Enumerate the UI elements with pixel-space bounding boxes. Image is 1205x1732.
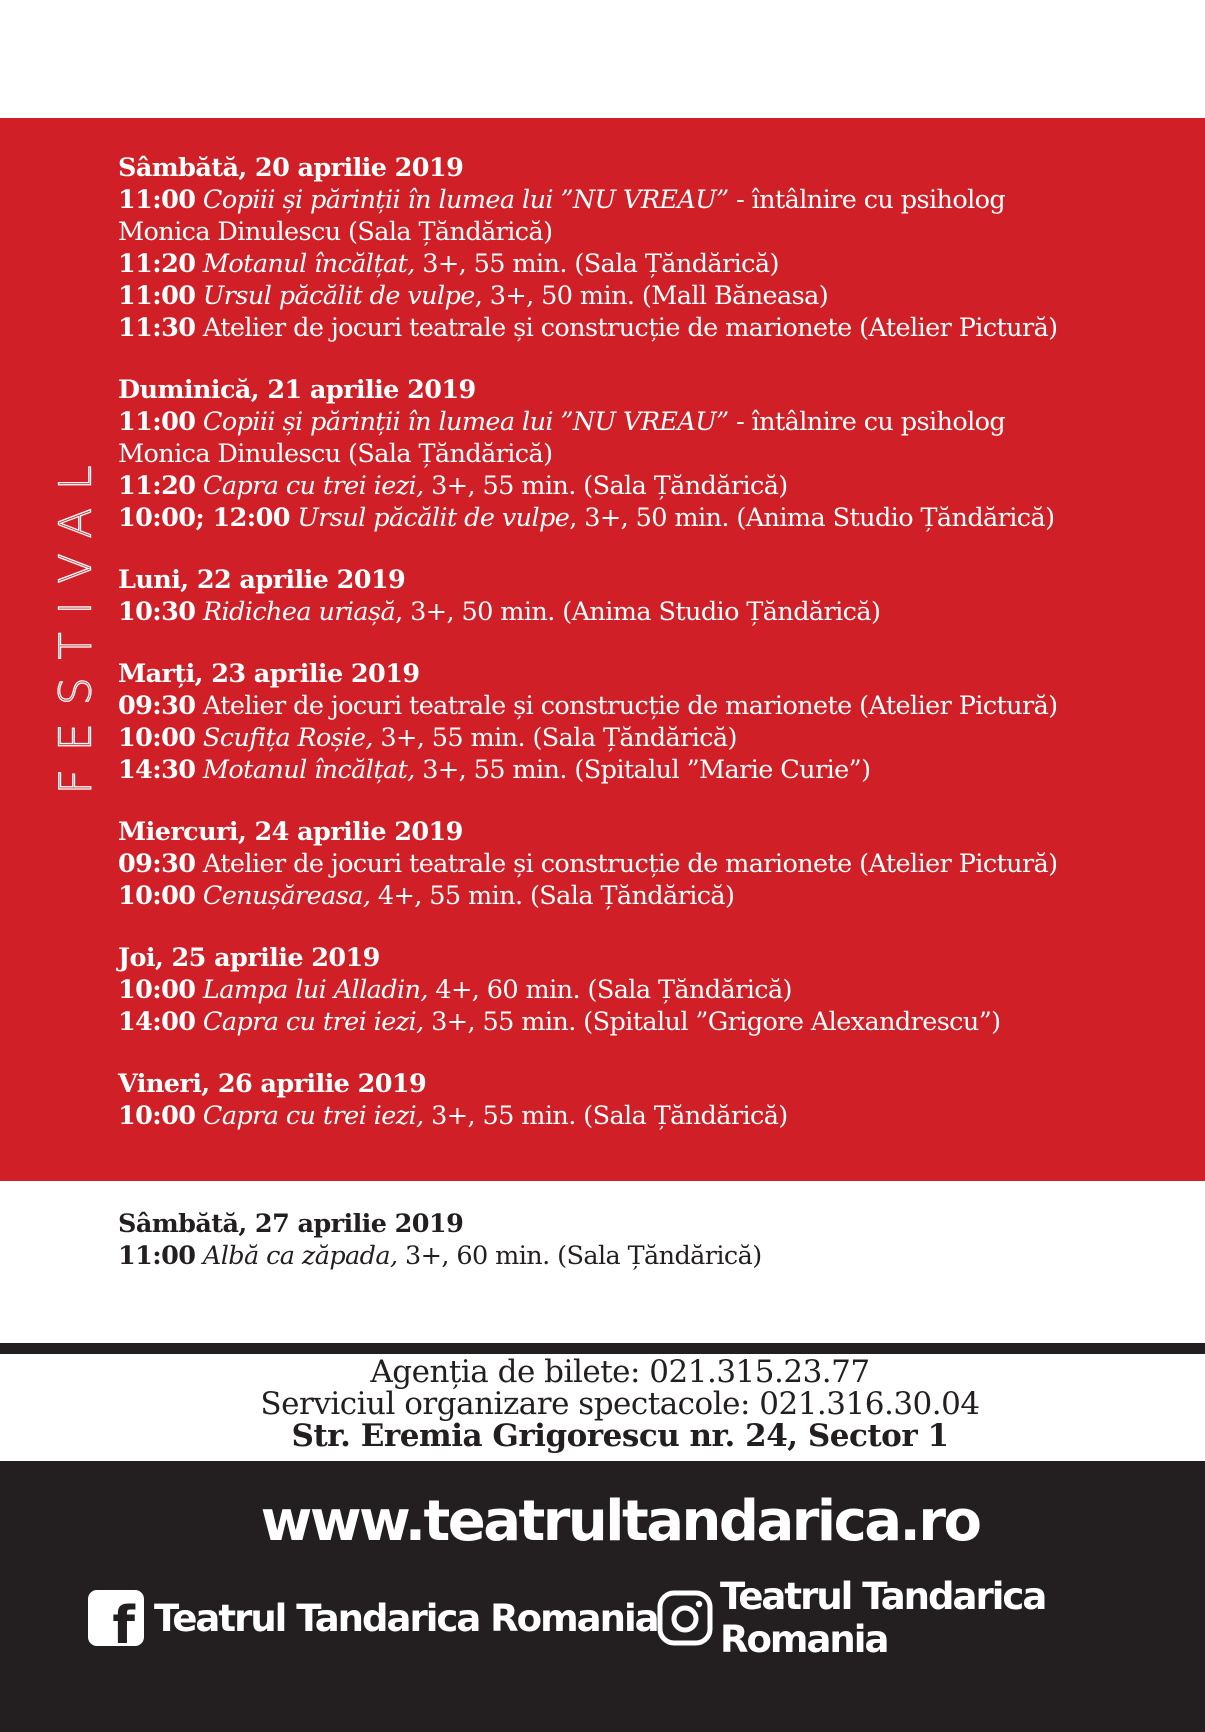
entry-time: 10:00 <box>118 1101 196 1131</box>
entry-time: 09:30 <box>118 691 196 721</box>
schedule-entry <box>118 502 1198 534</box>
day-title: Vineri, 26 aprilie 2019 <box>118 1069 427 1099</box>
entry-time: 11:30 <box>118 313 196 343</box>
entry-details: 3+, 55 min. (Spitalul ”Grigore Alexandrescu”) <box>423 1007 1001 1037</box>
schedule-entry <box>118 596 1198 628</box>
day-block <box>118 1068 1198 1132</box>
entry-details: 4+, 55 min. (Sala Țăndărică) <box>370 881 735 911</box>
festival-schedule <box>118 152 1198 1132</box>
entry-details: 3+, 60 min. (Sala Țăndărică) <box>397 1241 762 1271</box>
entry-details: 3+, 55 min. (Spitalul ”Marie Curie”) <box>414 755 871 785</box>
facebook-icon <box>88 1590 144 1656</box>
entry-time: 11:00 <box>118 407 196 437</box>
day-block <box>118 816 1198 912</box>
entry-details: 3+, 55 min. (Sala Țăndărică) <box>414 249 779 279</box>
entry-details: , 3+, 50 min. (Anima Studio Țăndărică) <box>569 503 1055 533</box>
schedule-entry-continuation: Monica Dinulescu (Sala Țăndărică) <box>118 439 553 469</box>
organizing-service-phone: Serviciul organizare spectacole: 021.316.30.04 <box>260 1386 980 1422</box>
day-title: Duminică, 21 aprilie 2019 <box>118 375 476 405</box>
day-title: Sâmbătă, 27 aprilie 2019 <box>118 1209 464 1239</box>
show-title: Capra cu trei iezi, <box>202 471 424 501</box>
day-block <box>118 564 1198 628</box>
entry-time: 10:00 <box>118 723 196 753</box>
schedule-entry <box>118 184 1198 216</box>
contact-info <box>0 1356 1205 1452</box>
entry-details: , 3+, 50 min. (Mall Băneasa) <box>474 281 829 311</box>
entry-time: 11:00 <box>118 1241 196 1271</box>
entry-details: 3+, 55 min. (Sala Țăndărică) <box>423 1101 788 1131</box>
day-title: Luni, 22 aprilie 2019 <box>118 565 406 595</box>
instagram-icon <box>656 1589 714 1647</box>
schedule-entry <box>118 974 1198 1006</box>
entry-time: 11:00 <box>118 281 196 311</box>
entry-details: - întâlnire cu psiholog <box>728 185 1006 215</box>
festival-label-text: FESTIVAL <box>50 447 102 795</box>
schedule-entry <box>118 722 1198 754</box>
day-block <box>118 942 1198 1038</box>
show-title: Motanul încălțat, <box>202 755 415 785</box>
show-title: Cenușăreasa, <box>202 881 371 911</box>
schedule-entry-continuation: Monica Dinulescu (Sala Țăndărică) <box>118 217 553 247</box>
show-title: Copiii și părinții în lumea lui ”NU VREAU” <box>202 407 729 437</box>
facebook-link[interactable] <box>88 1587 658 1656</box>
show-title: Ursul păcălit de vulpe <box>202 281 475 311</box>
schedule-entry <box>118 880 1198 912</box>
day-block <box>118 658 1198 786</box>
entry-details: Atelier de jocuri teatrale și construcție de marionete (Atelier Pictură) <box>202 849 1058 879</box>
instagram-link[interactable] <box>656 1575 1205 1661</box>
entry-details: - întâlnire cu psiholog <box>728 407 1006 437</box>
show-title: Ursul păcălit de vulpe <box>297 503 570 533</box>
instagram-label: Teatrul Tandarica Romania <box>720 1575 1046 1661</box>
entry-time: 14:00 <box>118 1007 196 1037</box>
show-title: Albă ca zăpada, <box>202 1241 398 1271</box>
entry-time: 14:30 <box>118 755 196 785</box>
footer <box>0 1461 1205 1732</box>
facebook-label: Teatrul Tandarica Romania <box>154 1596 658 1640</box>
entry-details: , 3+, 50 min. (Anima Studio Țăndărică) <box>395 597 881 627</box>
show-title: Copiii și părinții în lumea lui ”NU VREAU” <box>202 185 729 215</box>
entry-time: 10:00 <box>118 881 196 911</box>
divider <box>0 1343 1205 1354</box>
schedule-entry <box>118 690 1198 722</box>
schedule-entry <box>118 1006 1198 1038</box>
entry-time: 11:20 <box>118 471 196 501</box>
entry-details: 3+, 55 min. (Sala Țăndărică) <box>423 471 788 501</box>
schedule-entry <box>118 312 1198 344</box>
ticket-agency-phone: Agenția de bilete: 021.315.23.77 <box>370 1354 870 1390</box>
day-title: Joi, 25 aprilie 2019 <box>118 943 380 973</box>
entry-time: 10:00 <box>118 975 196 1005</box>
day-block <box>118 152 1198 344</box>
day-title: Miercuri, 24 aprilie 2019 <box>118 817 463 847</box>
schedule-entry <box>118 470 1198 502</box>
entry-details: 3+, 55 min. (Sala Țăndărică) <box>372 723 737 753</box>
festival-vertical-label <box>50 447 102 795</box>
schedule-entry <box>118 754 1198 786</box>
schedule-entry <box>118 1100 1198 1132</box>
facebook-glyph: f <box>112 1596 135 1656</box>
entry-details: Atelier de jocuri teatrale și construcție de marionete (Atelier Pictură) <box>202 313 1058 343</box>
show-title: Ridichea uriașă <box>202 597 396 627</box>
day-block <box>118 374 1198 534</box>
post-festival-schedule <box>118 1208 1198 1272</box>
show-title: Scufița Roșie, <box>202 723 373 753</box>
schedule-entry <box>118 1240 1198 1272</box>
entry-time: 09:30 <box>118 849 196 879</box>
schedule-entry <box>118 280 1198 312</box>
website-link[interactable]: www.teatrultandarica.ro <box>260 1489 980 1554</box>
show-title: Motanul încălțat, <box>202 249 415 279</box>
day-title: Marți, 23 aprilie 2019 <box>118 659 420 689</box>
theatre-address: Str. Eremia Grigorescu nr. 24, Sector 1 <box>291 1418 949 1454</box>
show-title: Capra cu trei iezi, <box>202 1101 424 1131</box>
entry-time: 11:00 <box>118 185 196 215</box>
show-title: Lampa lui Alladin, <box>202 975 428 1005</box>
show-title: Capra cu trei iezi, <box>202 1007 424 1037</box>
entry-details: 4+, 60 min. (Sala Țăndărică) <box>427 975 792 1005</box>
day-title: Sâmbătă, 20 aprilie 2019 <box>118 153 464 183</box>
entry-details: Atelier de jocuri teatrale și construcție de marionete (Atelier Pictură) <box>202 691 1058 721</box>
schedule-entry <box>118 406 1198 438</box>
entry-time: 10:30 <box>118 597 196 627</box>
schedule-entry <box>118 248 1198 280</box>
schedule-entry <box>118 848 1198 880</box>
entry-time: 10:00; 12:00 <box>118 503 290 533</box>
entry-time: 11:20 <box>118 249 196 279</box>
